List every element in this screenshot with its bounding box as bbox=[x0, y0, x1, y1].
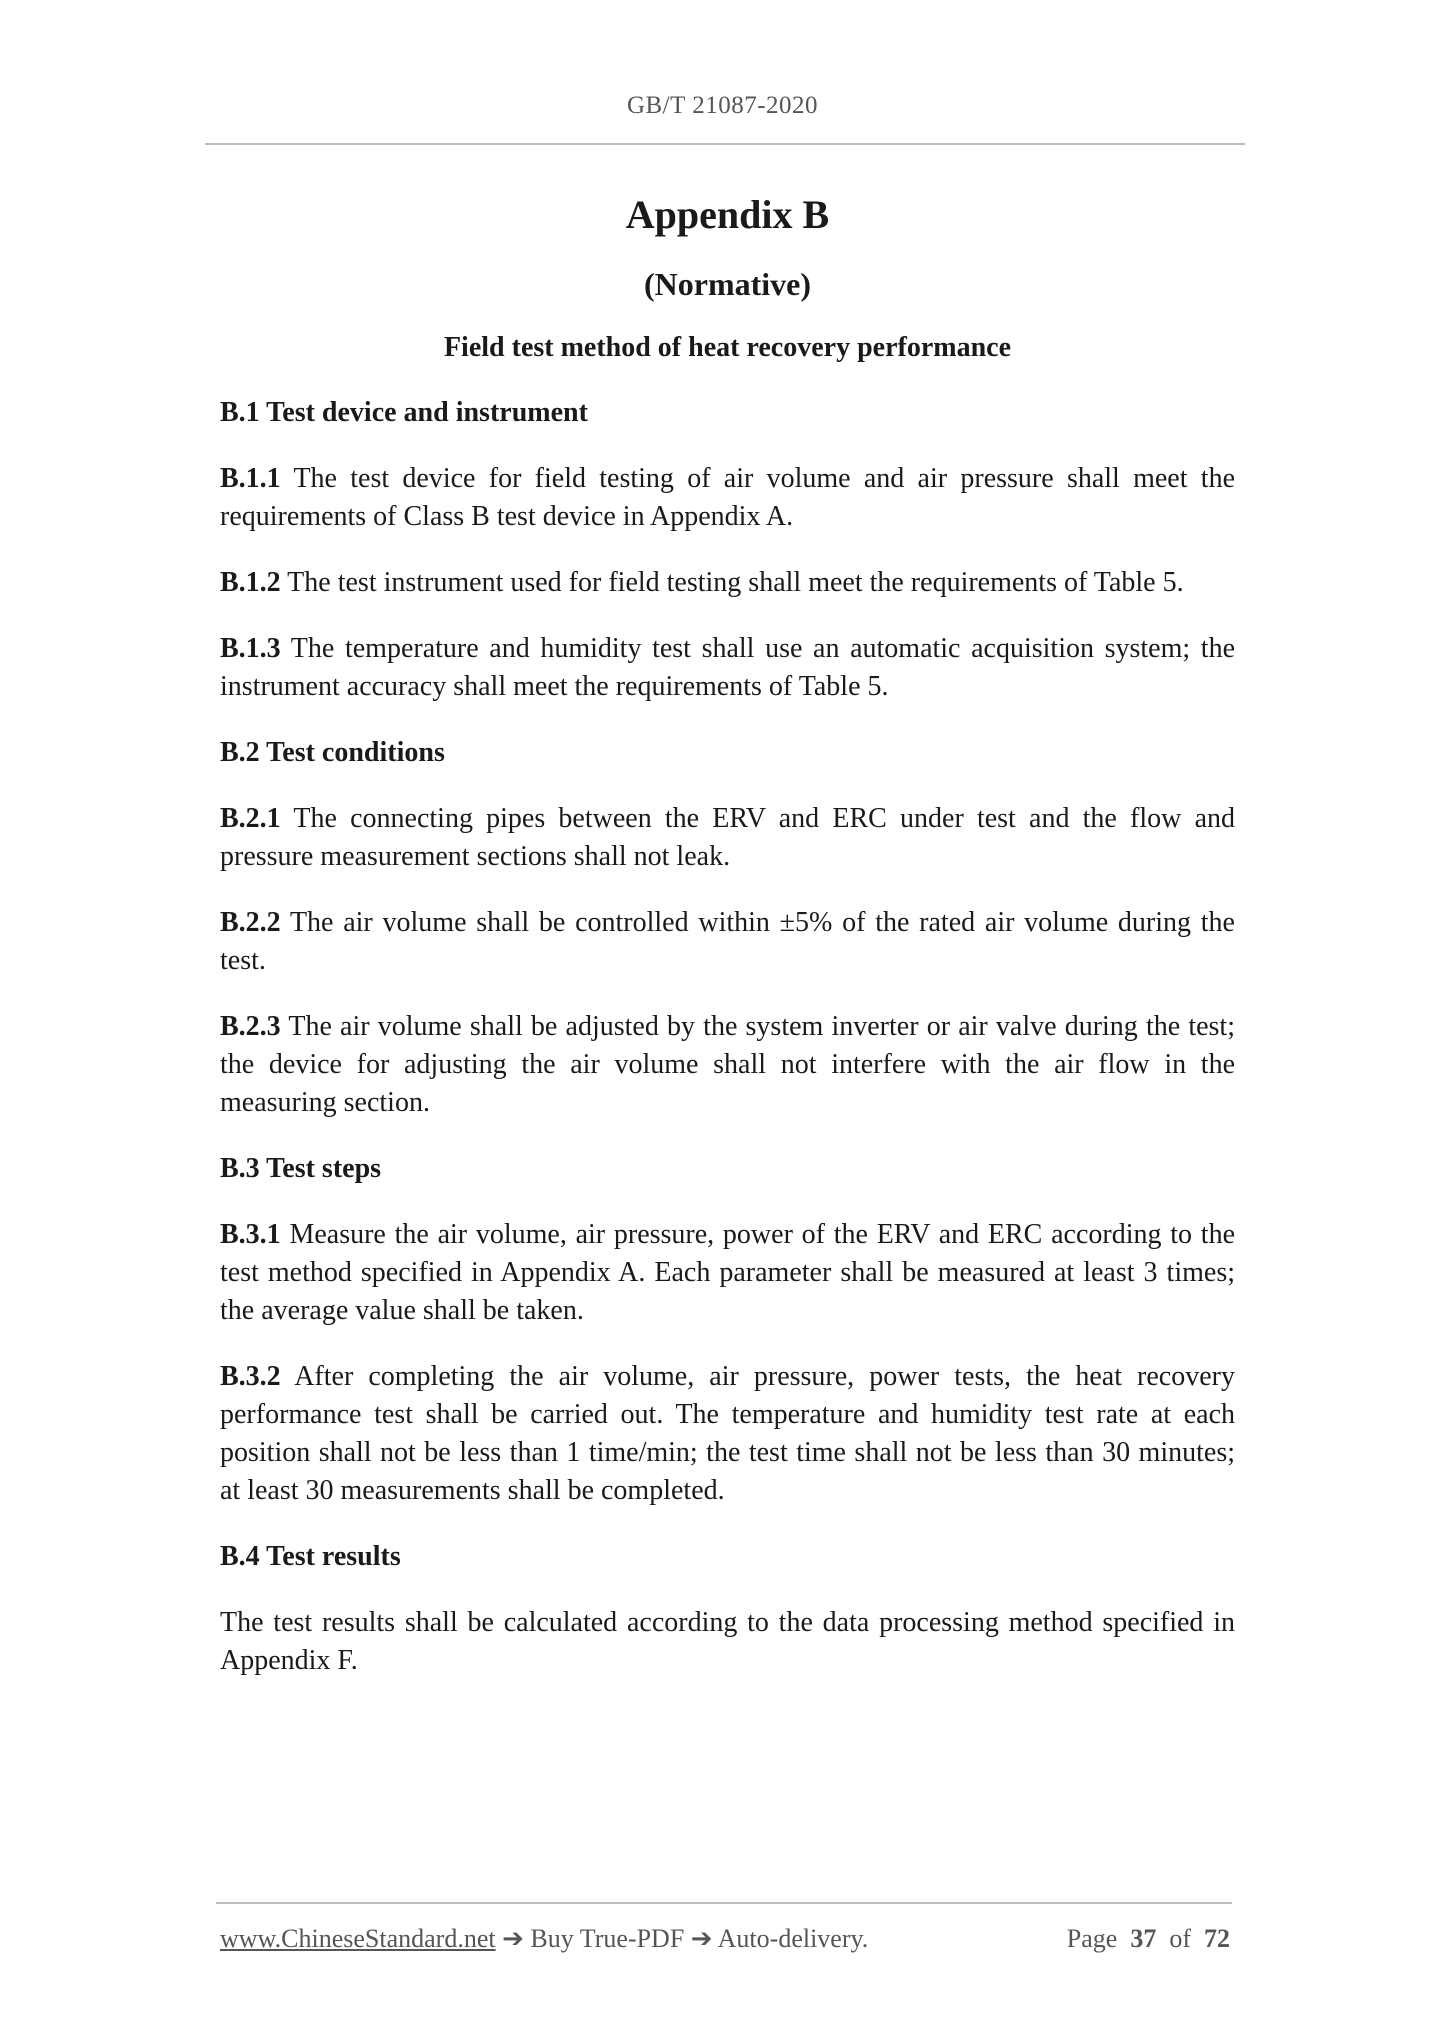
of-label: of bbox=[1169, 1924, 1191, 1953]
clause-number: B.3.1 bbox=[220, 1219, 281, 1250]
paragraph-b3-2 bbox=[220, 1358, 1235, 1510]
buy-pdf-text: Buy True-PDF bbox=[530, 1924, 685, 1953]
page-total: 72 bbox=[1204, 1924, 1230, 1953]
section-heading-b1: B.1 Test device and instrument bbox=[220, 397, 588, 428]
clause-text: The temperature and humidity test shall use an automatic acquisition system; the instrument accuracy shall meet the requirements of Table 5. bbox=[220, 633, 1235, 702]
header-divider bbox=[205, 143, 1245, 145]
appendix-heading: Field test method of heat recovery performance bbox=[443, 332, 1012, 363]
paragraph-b1-2 bbox=[220, 564, 1235, 602]
paragraph-b2-3 bbox=[220, 1008, 1235, 1122]
clause-text: The test results shall be calculated according to the data processing method specified in Appendix F. bbox=[220, 1607, 1235, 1676]
auto-delivery-text: Auto-delivery. bbox=[717, 1924, 869, 1953]
section-heading-b3: B.3 Test steps bbox=[220, 1153, 382, 1184]
footer-promo bbox=[220, 1922, 868, 1956]
clause-text: The air volume shall be adjusted by the system inverter or air valve during the test; the device for adjusting the air volume shall not interfere with the air flow in the measuring section. bbox=[220, 1011, 1235, 1118]
clause-number: B.1.1 bbox=[220, 463, 281, 494]
paragraph-b4 bbox=[220, 1604, 1235, 1680]
clause-number: B.2.2 bbox=[220, 907, 281, 938]
appendix-subtitle: (Normative) bbox=[643, 266, 812, 302]
appendix-title: Appendix B bbox=[625, 192, 830, 237]
clause-number: B.1.3 bbox=[220, 633, 281, 664]
section-heading-b2: B.2 Test conditions bbox=[220, 737, 445, 768]
clause-number: B.1.2 bbox=[220, 567, 281, 598]
page-label: Page bbox=[1066, 1924, 1118, 1953]
website-link[interactable]: www.ChineseStandard.net bbox=[220, 1924, 496, 1953]
clause-text: The connecting pipes between the ERV and ERC under test and the flow and pressure measurement sections shall not leak. bbox=[220, 803, 1235, 872]
footer-divider bbox=[216, 1902, 1232, 1904]
arrow-right-icon: ➔ bbox=[495, 1924, 531, 1953]
clause-number: B.2.3 bbox=[220, 1011, 281, 1042]
clause-number: B.3.2 bbox=[220, 1361, 281, 1392]
paragraph-b1-1 bbox=[220, 460, 1235, 536]
page-current: 37 bbox=[1130, 1924, 1157, 1953]
paragraph-b1-3 bbox=[220, 630, 1235, 706]
page-number bbox=[1067, 1922, 1230, 1956]
paragraph-b2-1 bbox=[220, 800, 1235, 876]
paragraph-b2-2 bbox=[220, 904, 1235, 980]
clause-text: The test device for field testing of air volume and air pressure shall meet the requirements of Class B test device in Appendix A. bbox=[220, 463, 1235, 532]
paragraph-b3-1 bbox=[220, 1216, 1235, 1330]
arrow-right-icon: ➔ bbox=[684, 1924, 718, 1953]
clause-text: The air volume shall be controlled within ±5% of the rated air volume during the test. bbox=[220, 907, 1235, 976]
clause-text: The test instrument used for field testing shall meet the requirements of Table 5. bbox=[280, 567, 1184, 598]
clause-text: Measure the air volume, air pressure, power of the ERV and ERC according to the test method specified in Appendix A. Each parameter shall be measured at least 3 times; the average value shall be taken. bbox=[220, 1219, 1235, 1326]
clause-text: After completing the air volume, air pressure, power tests, the heat recovery performance test shall be carried out. The temperature and humidity test rate at each position shall not be less than 1 time/min; the test time shall not be less than 30 minutes; at least 30 measurements shall be completed. bbox=[220, 1361, 1235, 1506]
document-code-header: GB/T 21087-2020 bbox=[626, 92, 819, 119]
clause-number: B.2.1 bbox=[220, 803, 281, 834]
document-body bbox=[220, 180, 1235, 1680]
section-heading-b4: B.4 Test results bbox=[220, 1541, 401, 1572]
